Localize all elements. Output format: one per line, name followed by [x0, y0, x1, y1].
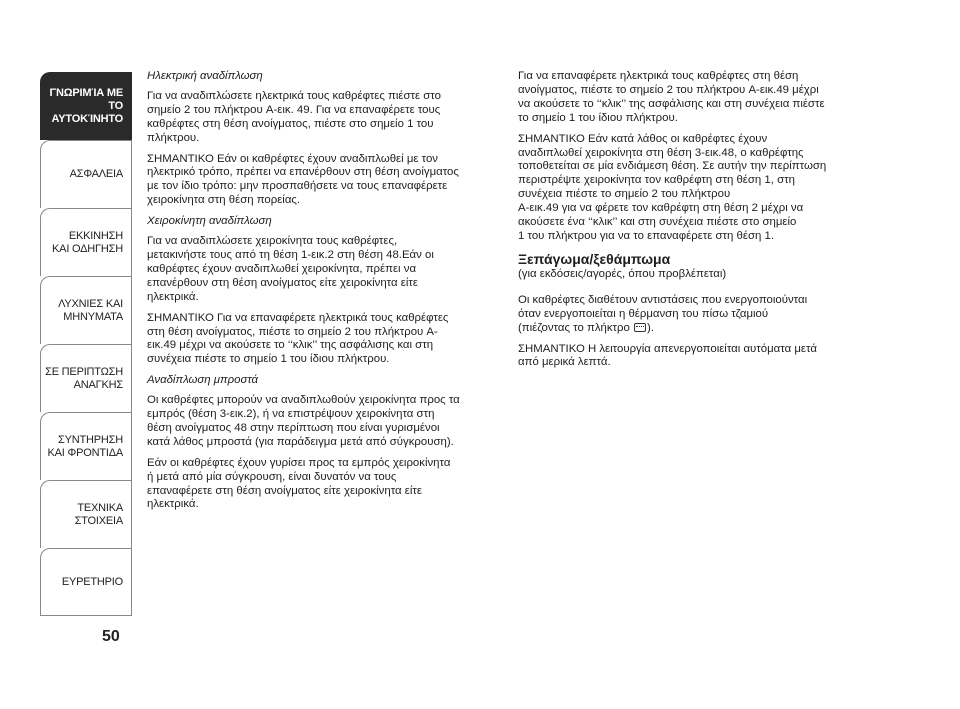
tab-maintenance[interactable]: ΣΥΝΤΗΡΗΣΗ ΚΑΙ ΦΡΟΝΤΙΔΑ: [40, 412, 132, 480]
paragraph: [518, 70, 870, 126]
text-line: περιστρέψτε χειροκίνητα τον καθρέφτη στη θέση 1, στη: [518, 174, 795, 187]
text-line: Οι καθρέφτες μπορούν να αναδιπλωθούν χειροκίνητα προς τα: [147, 394, 460, 407]
text-line: κατά λάθος μπροστά (για παράδειγμα μετά από σύγκρουση).: [147, 435, 454, 448]
text-line: τοποθετείται σε μία ενδιάμεση θέση. Σε αυτήν την περίπτωση: [518, 160, 827, 173]
text-line: μετακινήστε τους από τη θέση 1-εικ.2 στη θέση 48.Εάν οι: [147, 248, 434, 261]
section-tabs: [40, 72, 132, 616]
text-line: να ακούσετε το ‘‘κλικ’’ της ασφάλισης και στη συνέχεια πιέστε: [518, 97, 825, 110]
paragraph: [147, 457, 499, 513]
paragraph: [147, 235, 499, 305]
text-line: ηλεκτρικά.: [147, 290, 199, 303]
important-note: [147, 153, 499, 209]
text-line: με τον ίδιο τρόπο: μην προσπαθήσετε να τους επαναφέρετε: [147, 180, 448, 193]
text-line: ΣΗΜΑΝΤΙΚΟ Η λειτουργία απενεργοποιείται αυτόματα μετά: [518, 342, 817, 355]
text-line: επανέρθουν στη θέση ανοίγματος είτε χειροκίνητα είτε: [147, 276, 418, 289]
text-line: ηλεκτρικά.: [147, 498, 199, 511]
text-line: εμπρός (θέση 3-εικ.2), ή να επιστρέψουν χειροκίνητα στη: [147, 408, 435, 421]
section-heading-manual-folding: Χειροκίνητη αναδίπλωση: [147, 215, 272, 228]
text-line: θέση ανοίγματος 48 στην περίπτωση που είναι γυρισμένοι: [147, 421, 440, 434]
text-line: ανοίγματος, πιέστε το σημείο 2 του πλήκτρου A-εικ.49 μέχρι: [518, 83, 819, 96]
text-line: Για να επαναφέρετε ηλεκτρικά τους καθρέφτες στη θέση: [518, 70, 799, 82]
text-line: A-εικ.49 για να φέρετε τον καθρέφτη στη θέση 2 μέχρι να: [518, 202, 804, 215]
text-line: πλήκτρου.: [147, 131, 200, 144]
text-fragment: ).: [647, 321, 654, 334]
text-line: αναδιπλωθεί χειροκίνητα στη θέση 3-εικ.48, ο καθρέφτης: [518, 146, 804, 159]
paragraph: [147, 90, 499, 146]
text-line: συνέχεια πιέστε το σημείο 1 του ίδιου πλήκτρου.: [147, 353, 390, 366]
left-column: [147, 70, 499, 519]
text-line: ΣΗΜΑΝΤΙΚΟ Εάν κατά λάθος οι καθρέφτες έχουν: [518, 132, 768, 145]
text-line: συνέχεια πιέστε το σημείο 2 του πλήκτρου: [518, 188, 731, 201]
tab-starting-driving[interactable]: ΕΚΚΙΝΗΣΗ ΚΑΙ ΟΔΗΓΗΣΗ: [40, 208, 132, 276]
text-line: Για να αναδιπλώσετε ηλεκτρικά τους καθρέφτες πιέστε στο: [147, 89, 441, 102]
tab-index[interactable]: ΕΥΡΕΤΗΡΙΟ: [40, 548, 132, 616]
text-line: [518, 322, 870, 336]
text-line: ΣΗΜΑΝΤΙΚΟ Εάν οι καθρέφτες έχουν αναδιπλωθεί με τον: [147, 152, 439, 165]
paragraph: [518, 294, 870, 336]
section-subtitle: (για εκδόσεις/αγορές, όπου προβλέπεται): [518, 267, 727, 280]
tab-technical-data[interactable]: ΤΕΧΝΙΚΑ ΣΤΟΙΧΕΙΑ: [40, 480, 132, 548]
text-line: στη θέση ανοίγματος, πιέστε το σημείο 2 του πλήκτρου A-: [147, 325, 438, 338]
text-line: το σημείο 1 του ίδιου πλήκτρου.: [518, 111, 678, 124]
text-line: καθρέφτες έχουν αναδιπλωθεί χειροκίνητα, πρέπει να: [147, 262, 417, 275]
text-fragment: (πιέζοντας το πλήκτρο: [518, 321, 634, 334]
text-line: 1 του πλήκτρου για να το επαναφέρετε στη θέση 1.: [518, 229, 774, 242]
text-line: Οι καθρέφτες διαθέτουν αντιστάσεις που ενεργοποιούνται: [518, 293, 808, 306]
text-line: επαναφέρετε στη θέση ανοίγματος είτε χειροκίνητα είτε: [147, 484, 422, 497]
text-line: ΣΗΜΑΝΤΙΚΟ Για να επαναφέρετε ηλεκτρικά τους καθρέφτες: [147, 311, 449, 324]
section-heading-electric-folding: Ηλεκτρική αναδίπλωση: [147, 70, 263, 82]
tab-safety[interactable]: ΑΣΦΑΛΕΙΑ: [40, 140, 132, 208]
tab-emergency[interactable]: ΣΕ ΠΕΡΙΠΤΩΣΗ ΑΝΑΓΚΗΣ: [40, 344, 132, 412]
text-line: σημείο 2 του πλήκτρου A-εικ. 49. Για να επαναφέρετε τους: [147, 103, 441, 116]
page-number: 50: [102, 628, 120, 645]
text-line: από μερικά λεπτά.: [518, 356, 611, 369]
text-line: καθρέφτες στη θέση ανοίγματος, πιέστε στο σημείο 1 του: [147, 117, 434, 130]
text-line: ηλεκτρικό τρόπο, πρέπει να επανέρθουν στη θέση ανοίγματος: [147, 166, 459, 179]
tab-getting-to-know[interactable]: ΓΝΩΡΙΜΊΑ ΜΕ ΤΟ ΑΥΤΟΚΊΝΗΤΟ: [40, 72, 132, 140]
paragraph: [147, 394, 499, 450]
text-line: Εάν οι καθρέφτες έχουν γυρίσει προς τα εμπρός χειροκίνητα: [147, 456, 451, 469]
section-heading-forward-folding: Αναδίπλωση μπροστά: [147, 374, 258, 387]
text-line: εικ.49 μέχρι να ακούσετε το ‘‘κλικ’’ της ασφάλισης και στη: [147, 339, 434, 352]
important-note: [518, 133, 870, 244]
text-line: όταν ενεργοποιείται η θέρμανση του πίσω τζαμιού: [518, 307, 769, 320]
text-line: Για να αναδιπλώσετε χειροκίνητα τους καθρέφτες,: [147, 235, 398, 248]
text-line: ακούσετε ένα ‘‘κλικ’’ και στη συνέχεια πιέστε στο σημείο: [518, 216, 797, 229]
section-heading-defrost: Ξεπάγωμα/ξεθάμπωμα: [518, 250, 671, 267]
rear-defrost-icon: [634, 323, 646, 332]
important-note: [518, 343, 870, 371]
right-column: [518, 70, 870, 377]
text-line: ή μετά από μία σύγκρουση, είναι δυνατόν να τους: [147, 470, 397, 483]
tab-warning-lights[interactable]: ΛΥΧΝΙΕΣ ΚΑΙ ΜΗΝΥΜΑΤΑ: [40, 276, 132, 344]
text-line: χειροκίνητα στη θέση πορείας.: [147, 194, 301, 207]
important-note: [147, 312, 499, 368]
